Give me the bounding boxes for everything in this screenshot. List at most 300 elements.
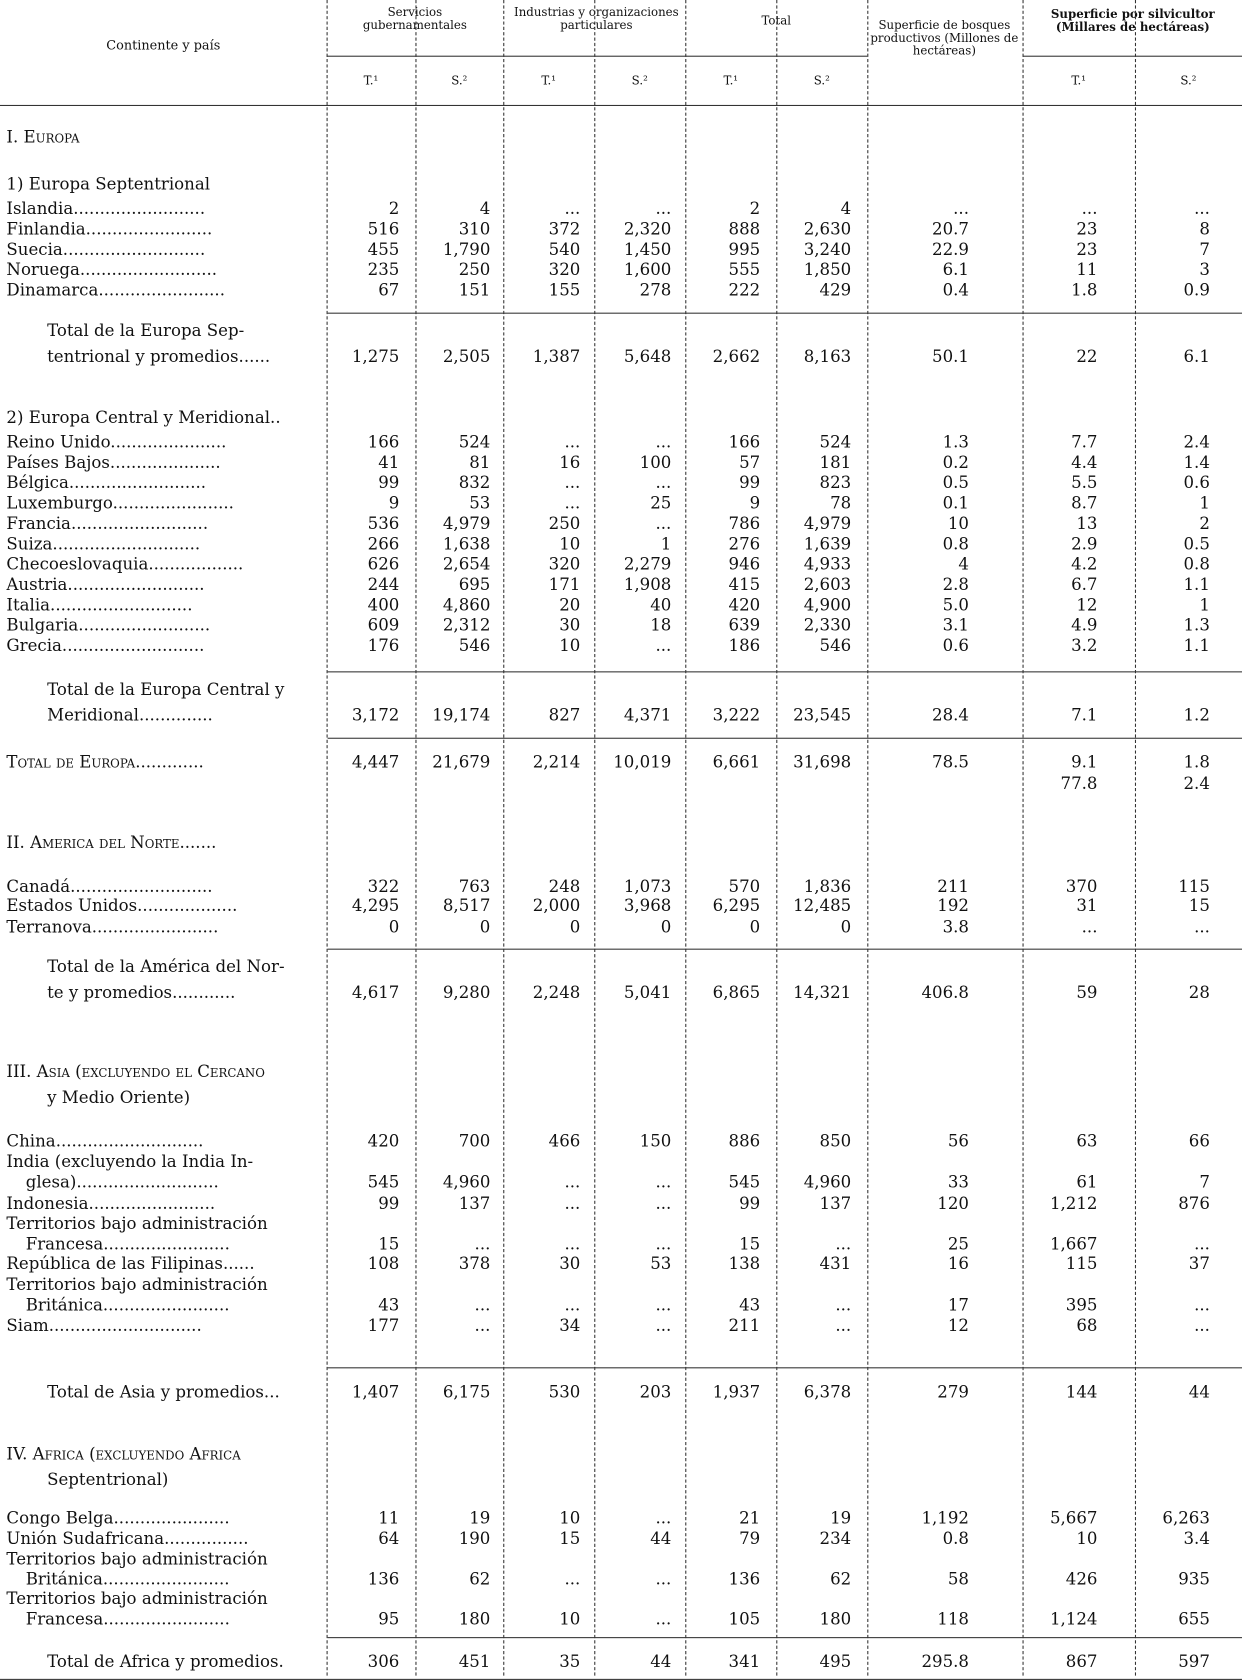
column-divider [415, 0, 416, 1676]
value-cell: 31 [1076, 896, 1098, 916]
value-cell: 177 [367, 1315, 400, 1336]
country-label: Bélgica.......................... [6, 473, 207, 493]
column-divider [503, 0, 504, 1676]
subheader-subordinate: S.² [813, 73, 830, 88]
value-cell: 320 [548, 554, 581, 574]
value-cell: 278 [639, 280, 672, 300]
value-cell: 30 [559, 615, 581, 635]
value-cell: 546 [819, 635, 852, 656]
value-cell: 41 [378, 452, 400, 473]
value-cell: 21,679 [432, 752, 491, 772]
value-cell: 0.8 [942, 534, 969, 554]
value-cell: ... [655, 473, 672, 493]
value-cell: 19,174 [432, 705, 491, 725]
value-cell: 53 [469, 493, 491, 513]
country-label: Territorios bajo administración [6, 1275, 268, 1295]
value-cell: 2,654 [442, 554, 491, 574]
horizontal-rule [327, 56, 868, 57]
value-cell: 1,073 [623, 876, 672, 897]
value-cell: 28.4 [932, 705, 969, 725]
value-cell: 180 [458, 1609, 491, 1629]
value-cell: 63 [1076, 1131, 1098, 1152]
country-label: Dinamarca........................ [6, 280, 225, 300]
value-cell: 4,900 [803, 595, 852, 615]
value-cell: 1,407 [351, 1382, 400, 1402]
value-cell: 420 [728, 595, 761, 615]
value-cell: 1.3 [1183, 615, 1210, 635]
value-cell: 395 [1065, 1295, 1098, 1315]
value-cell: 0.6 [1183, 473, 1210, 493]
value-cell: 4.9 [1071, 615, 1098, 635]
value-cell: 1,836 [803, 876, 852, 897]
value-cell: 867 [1065, 1652, 1098, 1672]
value-cell: 1,124 [1049, 1609, 1098, 1629]
total-label: Total de Europa............. [6, 752, 204, 772]
value-cell: ... [474, 1234, 491, 1254]
country-label: Austria.......................... [6, 574, 205, 595]
country-label: Francesa........................ [25, 1234, 230, 1254]
value-cell: 15 [559, 1528, 581, 1549]
subheader-technical: T.¹ [1071, 73, 1087, 88]
value-cell: 11 [378, 1508, 400, 1528]
value-cell: 4,979 [803, 513, 852, 534]
country-label: Canadá........................... [6, 876, 213, 897]
value-cell: 3.1 [942, 615, 969, 635]
value-cell: 6.7 [1071, 574, 1098, 595]
value-cell: ... [1194, 1315, 1210, 1336]
value-cell: ... [1194, 1234, 1210, 1254]
total-label: Total de la Europa Central y [47, 679, 285, 700]
value-cell: 79 [739, 1528, 761, 1549]
value-cell: 12 [1076, 595, 1098, 615]
header-gov-services: Servicios gubernamentales [362, 5, 467, 33]
value-cell: 536 [367, 513, 400, 534]
value-cell: 4 [840, 199, 852, 219]
value-cell: 95 [378, 1609, 400, 1629]
value-cell: 3.4 [1183, 1528, 1210, 1549]
column-divider [776, 0, 777, 1676]
value-cell: 78.5 [932, 752, 969, 772]
value-cell: ... [655, 635, 672, 656]
value-cell: 555 [728, 260, 761, 280]
country-label: Territorios bajo administración [6, 1549, 268, 1569]
value-cell: 4,295 [351, 896, 400, 916]
value-cell: 20.7 [932, 219, 969, 239]
value-cell: 53 [650, 1253, 672, 1274]
value-cell: 0.8 [1183, 554, 1210, 574]
country-label: Checoeslovaquia.................. [6, 554, 244, 574]
value-cell: 176 [367, 635, 400, 656]
value-cell: 8,163 [803, 346, 852, 367]
value-cell: 266 [367, 534, 400, 554]
value-cell: 1,908 [623, 574, 672, 595]
value-cell: 64 [378, 1528, 400, 1549]
value-cell: 171 [548, 574, 581, 595]
value-cell: 8,517 [442, 896, 491, 916]
value-cell: 7 [1199, 1172, 1210, 1192]
value-cell: 2,603 [803, 574, 852, 595]
value-cell: 2,248 [532, 982, 581, 1003]
value-cell: 1.2 [1183, 705, 1210, 725]
value-cell: 3,240 [803, 239, 852, 260]
value-cell: 12 [947, 1315, 969, 1336]
country-label: Congo Belga...................... [6, 1508, 230, 1528]
value-cell: 429 [819, 280, 852, 300]
value-cell: 1,192 [921, 1508, 969, 1528]
value-cell: ... [655, 1315, 672, 1336]
value-cell: 8 [1199, 219, 1210, 239]
value-cell: 211 [937, 876, 969, 897]
value-cell: 546 [458, 635, 491, 656]
value-cell: 540 [548, 239, 581, 260]
value-cell: 609 [367, 615, 400, 635]
horizontal-rule [328, 738, 1242, 739]
value-cell: 530 [548, 1382, 581, 1402]
country-label: Territorios bajo administración [6, 1588, 268, 1609]
value-cell: 545 [367, 1172, 400, 1192]
value-cell: 81 [469, 452, 491, 473]
value-cell: ... [564, 1172, 581, 1192]
value-cell: ... [655, 513, 672, 534]
value-cell: 0.1 [942, 493, 969, 513]
value-cell: 192 [937, 896, 969, 916]
country-label: Finlandia........................ [6, 219, 213, 239]
value-cell: ... [564, 493, 581, 513]
value-cell: 2,662 [712, 346, 761, 367]
value-cell: 8.7 [1071, 493, 1098, 513]
value-cell: 1,790 [442, 239, 491, 260]
value-cell: 406.8 [921, 982, 969, 1003]
value-cell: 155 [548, 280, 581, 300]
total-label: Total de la Europa Sep- [47, 321, 245, 341]
value-cell: 3.2 [1071, 635, 1098, 656]
horizontal-rule [328, 313, 1242, 314]
value-cell: 2 [749, 199, 761, 219]
country-label: Islandia......................... [6, 199, 206, 219]
value-cell: 6,175 [442, 1382, 491, 1402]
section-heading: Septentrional) [47, 1470, 169, 1490]
value-cell: 3,968 [623, 896, 672, 916]
value-cell: 99 [739, 473, 761, 493]
value-cell: 1,212 [1049, 1193, 1098, 1214]
value-cell: 4.2 [1071, 554, 1098, 574]
value-cell: 3 [1199, 260, 1210, 280]
value-cell: ... [564, 473, 581, 493]
column-divider [685, 0, 686, 1676]
value-cell: 144 [1065, 1382, 1098, 1402]
country-label: India (excluyendo la India In- [6, 1152, 254, 1172]
section-heading: II. America del Norte....... [6, 833, 217, 853]
value-cell: 5,648 [623, 346, 672, 367]
value-cell: 180 [819, 1609, 852, 1629]
subheader-subordinate: S.² [1180, 73, 1197, 88]
value-cell: 886 [728, 1131, 761, 1152]
header-area-per-forester: Superficie por silvicultor (Millares de hectáreas) [1050, 7, 1215, 35]
section-heading: y Medio Oriente) [47, 1087, 191, 1108]
horizontal-rule [328, 949, 1242, 950]
value-cell: 66 [1188, 1131, 1210, 1152]
value-cell: 4,860 [442, 595, 491, 615]
value-cell: 19 [469, 1508, 491, 1528]
country-label: Bulgaria......................... [6, 615, 211, 635]
value-cell: 203 [639, 1382, 672, 1402]
column-divider [1023, 0, 1024, 1676]
value-cell: 21 [739, 1508, 761, 1528]
country-label: Estados Unidos................... [6, 896, 238, 916]
value-cell: 1 [1199, 595, 1210, 615]
value-cell: 2,330 [803, 615, 852, 635]
value-cell: 23 [1076, 239, 1098, 260]
value-cell: 0.2 [942, 452, 969, 473]
value-cell: 118 [937, 1609, 969, 1629]
country-label: Luxemburgo....................... [6, 493, 234, 513]
value-cell: 234 [819, 1528, 852, 1549]
value-cell: 695 [458, 574, 491, 595]
value-cell: 431 [819, 1253, 852, 1274]
value-cell: 1,638 [442, 534, 491, 554]
total-label: Total de Asia y promedios... [47, 1382, 280, 1402]
value-cell: 0.9 [1183, 280, 1210, 300]
subheader-subordinate: S.² [631, 73, 648, 88]
value-cell: 6.1 [1183, 346, 1210, 367]
value-cell: 22 [1076, 346, 1098, 367]
country-label: República de las Filipinas...... [6, 1253, 255, 1274]
value-cell: 19 [830, 1508, 852, 1528]
header-total: Total [761, 13, 792, 28]
value-cell: 700 [458, 1131, 491, 1152]
country-label: glesa)........................... [25, 1172, 219, 1192]
country-label: Suiza............................ [6, 534, 201, 554]
value-cell: 138 [728, 1253, 761, 1274]
value-cell: 11 [1076, 260, 1098, 280]
value-cell: ... [1194, 917, 1210, 937]
value-cell: 451 [458, 1652, 491, 1672]
value-cell: 1,639 [803, 534, 852, 554]
value-cell: 655 [1178, 1609, 1210, 1629]
value-cell: 99 [378, 1193, 400, 1214]
horizontal-rule [328, 1367, 1242, 1368]
value-cell: 295.8 [921, 1652, 969, 1672]
value-cell: 43 [378, 1295, 400, 1315]
value-cell: ... [655, 1193, 672, 1214]
header-country: Continente y país [106, 37, 221, 53]
value-cell: 279 [937, 1382, 969, 1402]
value-cell: ... [655, 1234, 672, 1254]
value-cell: 61 [1076, 1172, 1098, 1192]
country-label: Países Bajos..................... [6, 452, 221, 473]
value-cell: 17 [947, 1295, 969, 1315]
column-divider [867, 0, 868, 1676]
value-cell: 2 [1199, 513, 1210, 534]
value-cell: 4 [479, 199, 491, 219]
value-cell: 5.0 [942, 595, 969, 615]
value-cell: 4,960 [442, 1172, 491, 1192]
value-cell: 25 [947, 1234, 969, 1254]
value-cell: 2,000 [532, 896, 581, 916]
value-cell: 400 [367, 595, 400, 615]
value-cell: 524 [458, 432, 491, 452]
value-cell: ... [655, 432, 672, 452]
value-cell: 151 [458, 280, 491, 300]
value-cell: 3,222 [712, 705, 761, 725]
value-cell: 455 [367, 239, 400, 260]
value-cell: 15 [1188, 896, 1210, 916]
value-cell: 1.1 [1183, 635, 1210, 656]
column-divider [1135, 0, 1136, 1676]
value-cell: 639 [728, 615, 761, 635]
value-cell: 1,450 [623, 239, 672, 260]
value-cell: 415 [728, 574, 761, 595]
value-cell: 31,698 [793, 752, 852, 772]
value-cell: 1.8 [1071, 280, 1098, 300]
value-cell: 1.1 [1183, 574, 1210, 595]
value-cell: ... [564, 1569, 581, 1589]
subheader-technical: T.¹ [541, 73, 557, 88]
value-cell-extra: 2.4 [1183, 774, 1210, 794]
country-label: Territorios bajo administración [6, 1214, 268, 1234]
value-cell: ... [655, 1295, 672, 1315]
value-cell: ... [564, 1295, 581, 1315]
value-cell: ... [655, 1508, 672, 1528]
value-cell: 57 [739, 452, 761, 473]
value-cell: 4,447 [351, 752, 400, 772]
value-cell: 786 [728, 513, 761, 534]
country-label: Grecia........................... [6, 635, 205, 656]
subheader-subordinate: S.² [451, 73, 468, 88]
value-cell: ... [564, 1234, 581, 1254]
total-label: tentrional y promedios...... [47, 346, 271, 367]
value-cell: 888 [728, 219, 761, 239]
value-cell: 78 [830, 493, 852, 513]
value-cell: ... [1194, 199, 1210, 219]
value-cell: 6,865 [712, 982, 761, 1003]
value-cell: 150 [639, 1131, 672, 1152]
value-cell: 10 [559, 1609, 581, 1629]
value-cell: 0 [660, 917, 672, 937]
value-cell: ... [564, 432, 581, 452]
horizontal-rule [328, 1637, 1242, 1638]
value-cell: 7.7 [1071, 432, 1098, 452]
value-cell: 30 [559, 1253, 581, 1274]
value-cell: 40 [650, 595, 672, 615]
value-cell: 250 [548, 513, 581, 534]
value-cell: ... [1081, 199, 1098, 219]
value-cell: ... [655, 199, 672, 219]
value-cell: 876 [1178, 1193, 1210, 1214]
value-cell: 6.1 [942, 260, 969, 280]
value-cell: 2,214 [532, 752, 581, 772]
value-cell: 166 [367, 432, 400, 452]
value-cell: ... [835, 1315, 852, 1336]
value-cell: 4,960 [803, 1172, 852, 1192]
value-cell: 0 [388, 917, 400, 937]
value-cell: 250 [458, 260, 491, 280]
value-cell: 28 [1188, 982, 1210, 1003]
value-cell: 23,545 [793, 705, 852, 725]
value-cell: 276 [728, 534, 761, 554]
value-cell: 1,850 [803, 260, 852, 280]
value-cell: 946 [728, 554, 761, 574]
subsection-heading: 2) Europa Central y Meridional.. [6, 407, 281, 428]
country-label: Británica........................ [25, 1295, 230, 1315]
value-cell: 9.1 [1071, 752, 1098, 772]
value-cell: 4,979 [442, 513, 491, 534]
value-cell: 44 [1188, 1382, 1210, 1402]
value-cell: 222 [728, 280, 761, 300]
value-cell: 372 [548, 219, 581, 239]
value-cell: 995 [728, 239, 761, 260]
value-cell: ... [655, 1569, 672, 1589]
value-cell: 341 [728, 1652, 761, 1672]
value-cell: 3,172 [351, 705, 400, 725]
value-cell: 2,320 [623, 219, 672, 239]
value-cell: 9 [388, 493, 400, 513]
value-cell-extra: 77.8 [1060, 774, 1098, 794]
value-cell: 99 [739, 1193, 761, 1214]
value-cell: 378 [458, 1253, 491, 1274]
value-cell: 0 [569, 917, 581, 937]
value-cell: 50.1 [932, 346, 969, 367]
horizontal-rule [0, 105, 1242, 106]
country-label: Francia.......................... [6, 513, 209, 534]
value-cell: 105 [728, 1609, 761, 1629]
value-cell: 0 [749, 917, 761, 937]
value-cell: 2,312 [442, 615, 491, 635]
value-cell: 420 [367, 1131, 400, 1152]
value-cell: 244 [367, 574, 400, 595]
value-cell: 1,600 [623, 260, 672, 280]
value-cell: 9,280 [442, 982, 491, 1003]
value-cell: 12,485 [793, 896, 852, 916]
value-cell: 136 [728, 1569, 761, 1589]
value-cell: 43 [739, 1295, 761, 1315]
value-cell: 4 [958, 554, 969, 574]
value-cell: 2 [388, 199, 400, 219]
total-label: te y promedios............ [47, 982, 236, 1003]
value-cell: 1 [1199, 493, 1210, 513]
column-divider [327, 0, 328, 1676]
value-cell: 935 [1178, 1569, 1210, 1589]
value-cell: 14,321 [793, 982, 852, 1003]
value-cell: 0.5 [942, 473, 969, 493]
value-cell: 67 [378, 280, 400, 300]
value-cell: 58 [947, 1569, 969, 1589]
value-cell: 370 [1065, 876, 1098, 897]
country-label: Suecia........................... [6, 239, 206, 260]
value-cell: 7.1 [1071, 705, 1098, 725]
value-cell: 6,378 [803, 1382, 852, 1402]
value-cell: 5,041 [623, 982, 672, 1003]
value-cell: 59 [1076, 982, 1098, 1003]
value-cell: 763 [458, 876, 491, 897]
country-label: Siam............................. [6, 1315, 202, 1336]
value-cell: 0.5 [1183, 534, 1210, 554]
value-cell: 190 [458, 1528, 491, 1549]
value-cell: 322 [367, 876, 400, 897]
value-cell: 25 [650, 493, 672, 513]
value-cell: 35 [559, 1652, 581, 1672]
value-cell: 62 [469, 1569, 491, 1589]
value-cell: 545 [728, 1172, 761, 1192]
value-cell: 597 [1178, 1652, 1210, 1672]
value-cell: 320 [548, 260, 581, 280]
value-cell: 4,933 [803, 554, 852, 574]
value-cell: 44 [650, 1652, 672, 1672]
value-cell: 0 [479, 917, 491, 937]
value-cell: ... [474, 1315, 491, 1336]
value-cell: 2.8 [942, 574, 969, 595]
value-cell: 99 [378, 473, 400, 493]
